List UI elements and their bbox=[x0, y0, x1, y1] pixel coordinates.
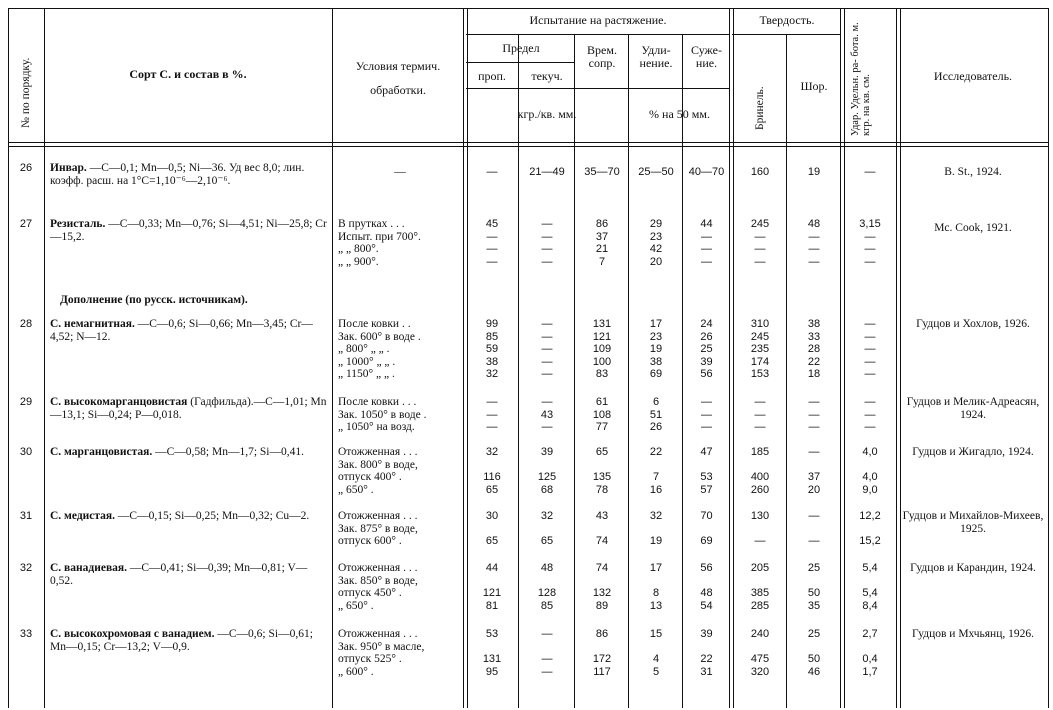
shore-cell: 19 bbox=[807, 166, 821, 178]
imp-cell: 3,15 bbox=[859, 218, 881, 230]
vrule bbox=[332, 8, 333, 708]
red-cell: 54 bbox=[700, 599, 713, 612]
shore-cell: — bbox=[808, 408, 820, 421]
steel-grade-name: С. ванадиевая. bbox=[50, 562, 127, 574]
shore-cell: 22 bbox=[807, 355, 821, 368]
yield-cell: — bbox=[541, 255, 553, 268]
prop-cell: — bbox=[486, 408, 498, 421]
elong-cell: 17 bbox=[649, 318, 663, 330]
vrule bbox=[896, 8, 901, 708]
treatment-cell: „ 650° . bbox=[338, 599, 374, 612]
composition-text: —С—0,6; Si—0,66; Mn—3,45; Cr—4,52; N—12. bbox=[50, 318, 313, 343]
elong-cell: 15 bbox=[649, 628, 663, 640]
treatment-cell: Отожженная . . . bbox=[338, 562, 418, 574]
prop-cell: — bbox=[486, 230, 498, 243]
brin-cell: 385 bbox=[750, 587, 770, 599]
red-cell: 24 bbox=[700, 318, 713, 330]
treatment-cell: Зак. 875° в воде, bbox=[338, 522, 418, 535]
yield-cell: 125 bbox=[537, 471, 557, 483]
treatment-col-header: Условия термич. обработки. bbox=[355, 59, 441, 97]
shore-cell: — bbox=[808, 243, 820, 255]
limit-subrule bbox=[466, 62, 574, 63]
elong-cell: 23 bbox=[649, 230, 663, 243]
elong-cell: 32 bbox=[649, 510, 663, 522]
row-number: 29 bbox=[19, 396, 33, 408]
elong-cell: 8 bbox=[652, 587, 660, 599]
treatment-cell: отпуск 450° . bbox=[338, 587, 402, 599]
reduct-header: Суже- ние. bbox=[690, 43, 722, 70]
brinell-header: Бринель. bbox=[754, 86, 766, 130]
shore-header: Шор. bbox=[800, 79, 828, 93]
tens-cell: 65 bbox=[595, 446, 609, 458]
shore-cell: 25 bbox=[807, 628, 821, 640]
yield-cell: — bbox=[541, 421, 553, 433]
red-cell: 26 bbox=[700, 330, 713, 343]
treatment-cell: Отожженная . . . bbox=[338, 628, 418, 640]
composition-text: —С—0,6; Si—0,61; Mn—0,15; Cr—13,2; V—0,9. bbox=[50, 628, 313, 653]
composition-text: —С—0,1; Mn—0,5; Ni—36. Уд вес 8,0; лин. коэфф. расш. на 1°С=1,10⁻⁶—2,10⁻⁶. bbox=[50, 162, 305, 187]
brin-cell: — bbox=[754, 408, 766, 421]
treatment-cell: Зак. 800° в воде, bbox=[338, 458, 418, 471]
composition-text: —С—0,41; Si—0,39; Mn—0,81; V—0,52. bbox=[50, 562, 308, 587]
shore-cell: 48 bbox=[807, 218, 821, 230]
tens-cell: 43 bbox=[595, 510, 609, 522]
num-col-header: № по порядку. bbox=[20, 57, 32, 128]
imp-cell: 12,2 bbox=[859, 510, 881, 522]
red-cell: 48 bbox=[700, 587, 713, 599]
imp-cell: — bbox=[864, 343, 876, 355]
yield-cell: 68 bbox=[540, 483, 554, 496]
shore-cell: 35 bbox=[807, 599, 821, 612]
imp-cell: 8,4 bbox=[862, 599, 878, 612]
red-cell: — bbox=[701, 396, 712, 408]
prop-cell: 30 bbox=[485, 510, 499, 522]
yield-cell: — bbox=[541, 368, 553, 380]
unit-pct-header: % на 50 мм. bbox=[649, 107, 710, 121]
prop-cell: 32 bbox=[485, 446, 499, 458]
red-cell: 25 bbox=[700, 343, 713, 355]
imp-cell: 5,4 bbox=[862, 587, 878, 599]
red-cell: 22 bbox=[700, 653, 713, 665]
yield-cell: 48 bbox=[540, 562, 554, 574]
prop-cell: 95 bbox=[485, 665, 499, 678]
prop-cell: — bbox=[486, 166, 498, 178]
red-cell: 56 bbox=[700, 368, 713, 380]
red-cell: 53 bbox=[700, 471, 713, 483]
prop-cell: 53 bbox=[485, 628, 499, 640]
yield-cell: 85 bbox=[540, 599, 554, 612]
red-cell: 31 bbox=[700, 665, 713, 678]
elong-cell: 25—50 bbox=[638, 166, 674, 178]
elong-cell: 29 bbox=[649, 218, 663, 230]
researcher-cell: В. St., 1924. bbox=[944, 166, 1002, 178]
hardness-group-header: Твердость. bbox=[759, 13, 815, 27]
treatment-cell: Зак. 600° в воде . bbox=[338, 330, 421, 343]
tens-cell: 21 bbox=[595, 243, 609, 255]
brin-cell: 130 bbox=[750, 510, 770, 522]
yield-cell: — bbox=[541, 218, 553, 230]
tensile-header: Врем. сопр. bbox=[587, 43, 617, 70]
steel-composition bbox=[50, 318, 328, 343]
prop-cell: 38 bbox=[485, 355, 499, 368]
shore-cell: — bbox=[808, 396, 820, 408]
shore-cell: — bbox=[808, 255, 820, 268]
brin-cell: 205 bbox=[750, 562, 770, 574]
tens-cell: 74 bbox=[595, 535, 609, 547]
addendum-heading: Дополнение (по русск. источникам). bbox=[60, 294, 248, 306]
steel-composition bbox=[50, 510, 328, 523]
elong-cell: 26 bbox=[649, 421, 663, 433]
elong-cell: 4 bbox=[652, 653, 660, 665]
elong-cell: 16 bbox=[649, 483, 663, 496]
prop-cell: — bbox=[486, 396, 498, 408]
treatment-cell: Зак. 850° в воде, bbox=[338, 574, 418, 587]
red-cell: 39 bbox=[700, 628, 713, 640]
elong-cell: 42 bbox=[649, 243, 663, 255]
tension-group-header: Испытание на растяжение. bbox=[529, 13, 667, 27]
yield-cell: 21—49 bbox=[529, 166, 565, 178]
treatment-cell: В прутках . . . bbox=[338, 218, 405, 230]
tension-subrule bbox=[466, 34, 729, 35]
brin-cell: 235 bbox=[750, 343, 770, 355]
prop-cell: — bbox=[486, 243, 498, 255]
yield-cell: — bbox=[541, 665, 553, 678]
treatment-cell: Зак. 950° в масле, bbox=[338, 640, 425, 653]
imp-cell: 0,4 bbox=[862, 653, 878, 665]
unit-kg-header: кгр./кв. мм. bbox=[517, 107, 577, 121]
researcher-cell: Гудцов и Жигадло, 1924. bbox=[912, 446, 1034, 458]
tens-cell: 77 bbox=[595, 421, 609, 433]
prop-header: проп. bbox=[478, 69, 506, 83]
vrule bbox=[628, 34, 629, 708]
row-number: 28 bbox=[19, 318, 33, 330]
brin-cell: 310 bbox=[750, 318, 770, 330]
researcher-cell: Гудцов и Карандин, 1924. bbox=[910, 562, 1036, 574]
imp-cell: 9,0 bbox=[862, 483, 878, 496]
yield-cell: — bbox=[541, 230, 553, 243]
red-cell: 47 bbox=[700, 446, 713, 458]
red-cell: — bbox=[701, 230, 712, 243]
shore-cell: 46 bbox=[807, 665, 821, 678]
imp-cell: — bbox=[864, 421, 876, 433]
shore-cell: 28 bbox=[807, 343, 821, 355]
tens-cell: 109 bbox=[592, 343, 612, 355]
elong-cell: 7 bbox=[652, 471, 660, 483]
prop-cell: 65 bbox=[485, 535, 499, 547]
brin-cell: 245 bbox=[750, 330, 770, 343]
yield-cell: — bbox=[541, 330, 553, 343]
elong-cell: 19 bbox=[649, 535, 663, 547]
treatment-cell: „ 600° . bbox=[338, 665, 374, 678]
brin-cell: — bbox=[754, 243, 766, 255]
tens-cell: 37 bbox=[595, 230, 609, 243]
elong-cell: 38 bbox=[649, 355, 663, 368]
tens-cell: 74 bbox=[595, 562, 609, 574]
prop-cell: 32 bbox=[485, 368, 499, 380]
shore-cell: 50 bbox=[807, 653, 821, 665]
red-cell: 39 bbox=[700, 355, 713, 368]
treatment-cell: отпуск 600° . bbox=[338, 535, 402, 547]
brin-cell: 475 bbox=[750, 653, 770, 665]
treatment-cell: — bbox=[394, 166, 406, 178]
prop-cell: 65 bbox=[485, 483, 499, 496]
red-cell: — bbox=[701, 408, 712, 421]
treatment-cell: отпуск 525° . bbox=[338, 653, 402, 665]
shore-cell: 38 bbox=[807, 318, 821, 330]
tens-cell: 131 bbox=[592, 318, 612, 330]
vrule bbox=[786, 34, 787, 708]
imp-cell: 2,7 bbox=[862, 628, 878, 640]
shore-cell: 50 bbox=[807, 587, 821, 599]
treatment-cell: После ковки . . . bbox=[338, 396, 417, 408]
elong-cell: 51 bbox=[649, 408, 663, 421]
treatment-cell: Отожженная . . . bbox=[338, 510, 418, 522]
yield-cell: 43 bbox=[540, 408, 554, 421]
imp-cell: — bbox=[864, 166, 876, 178]
prop-cell: 131 bbox=[482, 653, 502, 665]
imp-cell: — bbox=[864, 318, 876, 330]
imp-cell: 4,0 bbox=[862, 471, 878, 483]
red-cell: 40—70 bbox=[688, 166, 725, 178]
vrule bbox=[44, 8, 45, 708]
tens-cell: 108 bbox=[592, 408, 612, 421]
tens-cell: 135 bbox=[592, 471, 612, 483]
row-number: 32 bbox=[19, 562, 33, 574]
prop-cell: 59 bbox=[485, 343, 499, 355]
tens-cell: 86 bbox=[595, 628, 609, 640]
yield-cell: — bbox=[541, 355, 553, 368]
yield-cell: 39 bbox=[540, 446, 554, 458]
treatment-cell: „ „ 900°. bbox=[338, 255, 379, 268]
yield-cell: — bbox=[541, 628, 553, 640]
elong-cell: 19 bbox=[649, 343, 663, 355]
elong-header: Удли- нение. bbox=[639, 43, 673, 70]
composition-text: —С—0,15; Si—0,25; Mn—0,32; Cu—2. bbox=[117, 510, 310, 522]
tens-cell: 89 bbox=[595, 599, 609, 612]
tens-cell: 83 bbox=[595, 368, 609, 380]
brin-cell: 174 bbox=[750, 355, 770, 368]
shore-cell: 20 bbox=[807, 483, 821, 496]
tens-cell: 117 bbox=[593, 665, 611, 678]
prop-cell: — bbox=[486, 255, 498, 268]
yield-cell: — bbox=[541, 243, 553, 255]
tens-cell: 172 bbox=[592, 653, 612, 665]
tens-cell: 121 bbox=[592, 330, 612, 343]
impact-header: Удар. Удельн. ра- бота. м. кгр. на кв. см. bbox=[850, 22, 872, 136]
top-rule bbox=[8, 8, 1048, 9]
treatment-cell: „ 1050° на возд. bbox=[338, 421, 415, 433]
shore-cell: 18 bbox=[807, 368, 821, 380]
imp-cell: — bbox=[864, 355, 876, 368]
treatment-cell: отпуск 400° . bbox=[338, 471, 402, 483]
tens-cell: 61 bbox=[595, 396, 609, 408]
treatment-cell: Испыт. при 700°. bbox=[338, 230, 421, 243]
brin-cell: 400 bbox=[750, 471, 770, 483]
grade-col-header: Сорт С. и состав в %. bbox=[129, 67, 247, 81]
imp-cell: 1,7 bbox=[862, 665, 878, 678]
tens-cell: 35—70 bbox=[584, 166, 620, 178]
researcher-cell: Mc. Cook, 1921. bbox=[934, 222, 1012, 234]
yield-cell: — bbox=[541, 653, 553, 665]
red-cell: 69 bbox=[700, 535, 713, 547]
brin-cell: 240 bbox=[750, 628, 770, 640]
prop-cell: 81 bbox=[485, 599, 499, 612]
elong-cell: 69 bbox=[649, 368, 663, 380]
elong-cell: 6 bbox=[652, 396, 660, 408]
treatment-cell: Отожженная . . . bbox=[338, 446, 418, 458]
prop-cell: 44 bbox=[485, 562, 499, 574]
brin-cell: 260 bbox=[750, 483, 770, 496]
imp-cell: — bbox=[864, 243, 876, 255]
yield-cell: 65 bbox=[540, 535, 554, 547]
tens-cell: 7 bbox=[598, 255, 606, 268]
imp-cell: — bbox=[864, 330, 876, 343]
treatment-cell: После ковки . . bbox=[338, 318, 411, 330]
yield-cell: — bbox=[541, 318, 553, 330]
treatment-cell: „ 1150° „ „ . bbox=[338, 368, 395, 380]
elong-cell: 17 bbox=[649, 562, 663, 574]
prop-cell: 85 bbox=[485, 330, 499, 343]
steel-grade-name: С. марганцовистая. bbox=[50, 446, 153, 458]
red-cell: 70 bbox=[700, 510, 713, 522]
yield-cell: 128 bbox=[537, 587, 557, 599]
steel-grade-name: С. высокохромовая с ванадием. bbox=[50, 628, 215, 640]
prop-cell: — bbox=[486, 421, 498, 433]
prop-cell: 99 bbox=[485, 318, 499, 330]
steel-grade-name: С. немагнитная. bbox=[50, 318, 135, 330]
shore-cell: — bbox=[808, 510, 820, 522]
elong-cell: 13 bbox=[649, 599, 663, 612]
brin-cell: — bbox=[754, 535, 766, 547]
elong-cell: 5 bbox=[652, 665, 660, 678]
shore-cell: 25 bbox=[807, 562, 821, 574]
steel-composition bbox=[50, 162, 328, 187]
row-number: 26 bbox=[19, 162, 33, 174]
shore-cell: 33 bbox=[807, 330, 821, 343]
red-cell: 57 bbox=[700, 483, 713, 496]
composition-text: —С—0,33; Mn—0,76; Si—4,51; Ni—25,8; Cr—15,2. bbox=[50, 218, 327, 243]
shore-cell: — bbox=[808, 446, 820, 458]
steel-composition bbox=[50, 562, 328, 587]
row-number: 31 bbox=[19, 510, 33, 522]
brin-cell: 160 bbox=[750, 166, 770, 178]
treatment-cell: „ „ 800°. bbox=[338, 243, 379, 255]
researcher-cell: Гудцов и Мелик-Адреасян, 1924. bbox=[906, 396, 1040, 421]
brin-cell: 320 bbox=[750, 665, 770, 678]
composition-text: (Гадфильда).—С—1,01; Mn—13,1; Si—0,24; Р—0,018. bbox=[50, 396, 327, 421]
brin-cell: — bbox=[754, 421, 766, 433]
steel-grade-name: С. медистая. bbox=[50, 510, 116, 522]
brin-cell: — bbox=[754, 255, 766, 268]
brin-cell: 153 bbox=[750, 368, 770, 380]
imp-cell: 4,0 bbox=[862, 446, 878, 458]
treatment-cell: Зак. 1050° в воде . bbox=[338, 408, 427, 421]
imp-cell: — bbox=[864, 368, 876, 380]
vrule bbox=[1048, 8, 1049, 708]
vrule bbox=[682, 34, 683, 708]
imp-cell: 15,2 bbox=[859, 535, 881, 547]
brin-cell: 285 bbox=[750, 599, 770, 612]
row-number: 33 bbox=[19, 628, 33, 640]
shore-cell: 37 bbox=[807, 471, 821, 483]
elong-cell: 23 bbox=[649, 330, 663, 343]
red-cell: 44 bbox=[700, 218, 713, 230]
prop-cell: 116 bbox=[483, 471, 501, 483]
red-cell: 56 bbox=[700, 562, 713, 574]
imp-cell: 5,4 bbox=[862, 562, 878, 574]
vrule bbox=[574, 34, 575, 708]
treatment-cell: „ 800° „ „ . bbox=[338, 343, 390, 355]
researcher-cell: Гудцов и Хохлов, 1926. bbox=[916, 318, 1030, 330]
yield-cell: — bbox=[541, 396, 553, 408]
treatment-cell: „ 1000° „ „ . bbox=[338, 355, 396, 368]
prop-cell: 45 bbox=[485, 218, 499, 230]
steel-composition bbox=[50, 218, 328, 243]
imp-cell: — bbox=[864, 396, 876, 408]
steel-grade-name: С. высокомарганцовистая bbox=[50, 396, 188, 408]
unit-subrule bbox=[466, 88, 729, 89]
shore-cell: — bbox=[808, 230, 820, 243]
steel-grade-name: Инвар. bbox=[50, 162, 87, 174]
shore-cell: — bbox=[808, 535, 820, 547]
imp-cell: — bbox=[864, 408, 876, 421]
yield-header: текуч. bbox=[531, 69, 563, 83]
researcher-col-header: Исследователь. bbox=[933, 69, 1013, 83]
shore-cell: — bbox=[808, 421, 820, 433]
yield-cell: — bbox=[541, 343, 553, 355]
red-cell: — bbox=[701, 243, 712, 255]
tens-cell: 100 bbox=[592, 355, 612, 368]
steel-composition bbox=[50, 446, 328, 459]
brin-cell: 245 bbox=[750, 218, 770, 230]
vrule bbox=[518, 34, 519, 708]
tens-cell: 86 bbox=[595, 218, 609, 230]
limit-group-header: Предел bbox=[502, 41, 540, 55]
tens-cell: 78 bbox=[595, 483, 609, 496]
steel-grade-name: Резисталь. bbox=[50, 218, 106, 230]
red-cell: — bbox=[701, 421, 712, 433]
composition-text: —С—0,58; Mn—1,7; Si—0,41. bbox=[155, 446, 304, 458]
elong-cell: 22 bbox=[649, 446, 663, 458]
steel-composition bbox=[50, 396, 328, 421]
brin-cell: 185 bbox=[750, 446, 770, 458]
row-number: 30 bbox=[19, 446, 33, 458]
vrule bbox=[8, 8, 9, 708]
header-bottom-rule bbox=[8, 142, 1048, 147]
yield-cell: 32 bbox=[540, 510, 554, 522]
imp-cell: — bbox=[864, 230, 876, 243]
researcher-cell: Гудцов и Михайлов-Михеев, 1925. bbox=[902, 510, 1044, 535]
elong-cell: 20 bbox=[649, 255, 663, 268]
treatment-cell: „ 650° . bbox=[338, 483, 374, 496]
red-cell: — bbox=[701, 255, 712, 268]
brin-cell: — bbox=[754, 230, 766, 243]
steel-composition bbox=[50, 628, 328, 653]
imp-cell: — bbox=[864, 255, 876, 268]
brin-cell: — bbox=[754, 396, 766, 408]
tens-cell: 132 bbox=[592, 587, 612, 599]
row-number: 27 bbox=[19, 218, 33, 230]
prop-cell: 121 bbox=[482, 587, 502, 599]
researcher-cell: Гудцов и Мхчьянц, 1926. bbox=[912, 628, 1034, 640]
